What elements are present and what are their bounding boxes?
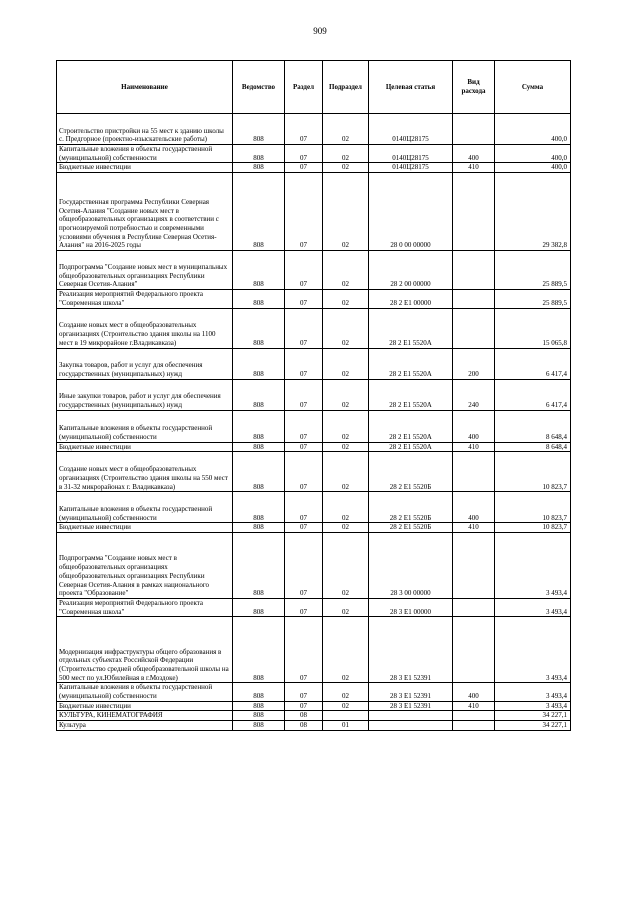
row-subsection: 02 bbox=[323, 442, 369, 452]
row-section: 07 bbox=[285, 683, 323, 701]
row-sum: 8 648,4 bbox=[495, 442, 571, 452]
row-department: 808 bbox=[233, 114, 285, 145]
row-name: Бюджетные инвестиции bbox=[57, 442, 233, 452]
table-row bbox=[57, 598, 571, 616]
row-department: 808 bbox=[233, 492, 285, 523]
row-sum: 10 823,7 bbox=[495, 492, 571, 523]
row-target-article: 28 3 E1 00000 bbox=[369, 598, 453, 616]
row-sum: 10 823,7 bbox=[495, 523, 571, 533]
row-target-article bbox=[369, 711, 453, 721]
row-target-article: 0140Ц28175 bbox=[369, 114, 453, 145]
row-name: Капитальные вложения в объекты государственной (муниципальной) собственности bbox=[57, 145, 233, 163]
row-department: 808 bbox=[233, 598, 285, 616]
row-department: 808 bbox=[233, 290, 285, 308]
table-row bbox=[57, 532, 571, 598]
table-row bbox=[57, 683, 571, 701]
row-expense-type bbox=[453, 114, 495, 145]
header-sum: Сумма bbox=[495, 61, 571, 114]
row-department: 808 bbox=[233, 617, 285, 683]
header-department: Ведомство bbox=[233, 61, 285, 114]
table-row bbox=[57, 290, 571, 308]
row-name: Строительство пристройки на 55 мест к зданию школы с. Предгорное (проектно-изыскательские работы) bbox=[57, 114, 233, 145]
table-row bbox=[57, 163, 571, 173]
row-target-article: 0140Ц28175 bbox=[369, 163, 453, 173]
row-section: 07 bbox=[285, 523, 323, 533]
row-expense-type bbox=[453, 452, 495, 492]
row-section: 08 bbox=[285, 711, 323, 721]
header-target-article: Целевая статья bbox=[369, 61, 453, 114]
header-name: Наименование bbox=[57, 61, 233, 114]
table-row bbox=[57, 379, 571, 410]
table-row bbox=[57, 492, 571, 523]
row-name: Реализация мероприятий Федерального проекта "Современная школа" bbox=[57, 598, 233, 616]
row-section: 07 bbox=[285, 173, 323, 251]
row-subsection bbox=[323, 711, 369, 721]
row-target-article: 28 2 00 00000 bbox=[369, 251, 453, 290]
row-expense-type: 400 bbox=[453, 145, 495, 163]
row-expense-type bbox=[453, 598, 495, 616]
row-expense-type: 410 bbox=[453, 442, 495, 452]
row-sum: 3 493,4 bbox=[495, 598, 571, 616]
row-name: Бюджетные инвестиции bbox=[57, 163, 233, 173]
row-subsection: 02 bbox=[323, 173, 369, 251]
row-expense-type bbox=[453, 711, 495, 721]
row-target-article: 28 3 E1 52391 bbox=[369, 617, 453, 683]
row-subsection: 02 bbox=[323, 452, 369, 492]
row-expense-type: 400 bbox=[453, 683, 495, 701]
row-section: 08 bbox=[285, 721, 323, 731]
row-department: 808 bbox=[233, 683, 285, 701]
row-sum: 25 889,5 bbox=[495, 290, 571, 308]
row-subsection: 02 bbox=[323, 348, 369, 379]
row-target-article: 28 2 E1 5520Б bbox=[369, 452, 453, 492]
table-row bbox=[57, 410, 571, 442]
row-name: Капитальные вложения в объекты государственной (муниципальной) собственности bbox=[57, 683, 233, 701]
table-row bbox=[57, 452, 571, 492]
row-section: 07 bbox=[285, 701, 323, 711]
table-row bbox=[57, 114, 571, 145]
row-sum: 6 417,4 bbox=[495, 348, 571, 379]
header-expense-type: Вид расхода bbox=[453, 61, 495, 114]
row-target-article: 28 3 E1 52391 bbox=[369, 683, 453, 701]
row-subsection: 02 bbox=[323, 114, 369, 145]
table-row bbox=[57, 251, 571, 290]
row-section: 07 bbox=[285, 114, 323, 145]
row-subsection: 02 bbox=[323, 532, 369, 598]
row-department: 808 bbox=[233, 163, 285, 173]
row-subsection: 02 bbox=[323, 163, 369, 173]
row-expense-type bbox=[453, 173, 495, 251]
row-department: 808 bbox=[233, 523, 285, 533]
row-target-article: 28 2 E1 5520А bbox=[369, 379, 453, 410]
row-expense-type: 410 bbox=[453, 701, 495, 711]
page-number: 909 bbox=[313, 26, 327, 36]
row-department: 808 bbox=[233, 348, 285, 379]
row-section: 07 bbox=[285, 617, 323, 683]
row-expense-type bbox=[453, 308, 495, 348]
row-sum: 3 493,4 bbox=[495, 617, 571, 683]
row-name: Государственная программа Республики Северная Осетия-Алания "Создание новых мест в общеобразовательных организациях в соответствии с прогнозируемой потребностью и современными условиями обучения в Республике Северная Осетия-Алания" на 2016-2025 годы bbox=[57, 173, 233, 251]
row-subsection: 02 bbox=[323, 492, 369, 523]
row-name: Модернизация инфраструктуры общего образования в отдельных субъектах Российской Федерации (Строительство средней общеобразовательной школы на 500 мест по ул.Юбилейная в г.Моздоке) bbox=[57, 617, 233, 683]
row-sum: 34 227,1 bbox=[495, 721, 571, 731]
row-subsection: 02 bbox=[323, 523, 369, 533]
row-department: 808 bbox=[233, 308, 285, 348]
row-section: 07 bbox=[285, 348, 323, 379]
row-expense-type bbox=[453, 721, 495, 731]
table-row bbox=[57, 348, 571, 379]
row-name: Культура bbox=[57, 721, 233, 731]
row-department: 808 bbox=[233, 173, 285, 251]
table-row bbox=[57, 701, 571, 711]
table-row bbox=[57, 721, 571, 731]
row-expense-type bbox=[453, 251, 495, 290]
row-target-article: 28 2 E1 5520А bbox=[369, 410, 453, 442]
row-sum: 400,0 bbox=[495, 114, 571, 145]
row-expense-type: 410 bbox=[453, 163, 495, 173]
header-section: Раздел bbox=[285, 61, 323, 114]
header-subsection: Подраздел bbox=[323, 61, 369, 114]
row-target-article: 0140Ц28175 bbox=[369, 145, 453, 163]
row-section: 07 bbox=[285, 410, 323, 442]
row-target-article: 28 2 E1 5520А bbox=[369, 308, 453, 348]
row-name: Капитальные вложения в объекты государственной (муниципальной) собственности bbox=[57, 410, 233, 442]
row-name: Реализация мероприятий Федерального проекта "Современная школа" bbox=[57, 290, 233, 308]
row-subsection: 02 bbox=[323, 251, 369, 290]
row-target-article: 28 2 E1 5520Б bbox=[369, 492, 453, 523]
row-expense-type: 410 bbox=[453, 523, 495, 533]
row-section: 07 bbox=[285, 442, 323, 452]
row-section: 07 bbox=[285, 251, 323, 290]
row-section: 07 bbox=[285, 145, 323, 163]
row-subsection: 02 bbox=[323, 410, 369, 442]
row-department: 808 bbox=[233, 532, 285, 598]
row-target-article: 28 2 E1 5520А bbox=[369, 348, 453, 379]
row-name: Создание новых мест в общеобразовательных организациях (Строительство здания школы на 1100 мест в 19 микрорайоне г.Владикавказа) bbox=[57, 308, 233, 348]
row-sum: 3 493,4 bbox=[495, 701, 571, 711]
row-sum: 10 823,7 bbox=[495, 452, 571, 492]
table-row bbox=[57, 173, 571, 251]
row-section: 07 bbox=[285, 598, 323, 616]
row-name: Закупка товаров, работ и услуг для обеспечения государственных (муниципальных) нужд bbox=[57, 348, 233, 379]
row-department: 808 bbox=[233, 721, 285, 731]
row-subsection: 02 bbox=[323, 617, 369, 683]
row-sum: 15 065,8 bbox=[495, 308, 571, 348]
row-sum: 3 493,4 bbox=[495, 532, 571, 598]
table-row bbox=[57, 145, 571, 163]
row-expense-type: 400 bbox=[453, 410, 495, 442]
row-department: 808 bbox=[233, 379, 285, 410]
table-header-row bbox=[57, 61, 571, 114]
row-section: 07 bbox=[285, 308, 323, 348]
table-row bbox=[57, 442, 571, 452]
row-subsection: 02 bbox=[323, 683, 369, 701]
row-section: 07 bbox=[285, 163, 323, 173]
row-expense-type: 400 bbox=[453, 492, 495, 523]
row-department: 808 bbox=[233, 410, 285, 442]
row-subsection: 02 bbox=[323, 145, 369, 163]
row-name: Подпрограмма "Создание новых мест в общеобразовательных организациях общеобразовательных организациях Республики Северная Осетия-Алания в рамках национального проекта "Образование" bbox=[57, 532, 233, 598]
row-target-article: 28 3 00 00000 bbox=[369, 532, 453, 598]
row-expense-type bbox=[453, 617, 495, 683]
row-name: Бюджетные инвестиции bbox=[57, 523, 233, 533]
row-subsection: 02 bbox=[323, 598, 369, 616]
row-department: 808 bbox=[233, 711, 285, 721]
row-section: 07 bbox=[285, 290, 323, 308]
row-name: Иные закупки товаров, работ и услуг для обеспечения государственных (муниципальных) нужд bbox=[57, 379, 233, 410]
row-target-article: 28 0 00 00000 bbox=[369, 173, 453, 251]
row-sum: 29 382,8 bbox=[495, 173, 571, 251]
row-subsection: 02 bbox=[323, 379, 369, 410]
row-section: 07 bbox=[285, 492, 323, 523]
row-expense-type bbox=[453, 532, 495, 598]
row-section: 07 bbox=[285, 452, 323, 492]
row-section: 07 bbox=[285, 532, 323, 598]
table-row bbox=[57, 308, 571, 348]
row-expense-type: 240 bbox=[453, 379, 495, 410]
row-section: 07 bbox=[285, 379, 323, 410]
row-target-article bbox=[369, 721, 453, 731]
table-row bbox=[57, 617, 571, 683]
row-sum: 3 493,4 bbox=[495, 683, 571, 701]
row-target-article: 28 3 E1 52391 bbox=[369, 701, 453, 711]
table-body bbox=[57, 114, 571, 731]
row-sum: 8 648,4 bbox=[495, 410, 571, 442]
row-name: Подпрограмма "Создание новых мест в муниципальных общеобразовательных организациях Республики Северная Осетия-Алания" bbox=[57, 251, 233, 290]
row-target-article: 28 2 E1 5520Б bbox=[369, 523, 453, 533]
row-subsection: 01 bbox=[323, 721, 369, 731]
row-expense-type bbox=[453, 290, 495, 308]
row-department: 808 bbox=[233, 145, 285, 163]
row-subsection: 02 bbox=[323, 308, 369, 348]
row-department: 808 bbox=[233, 701, 285, 711]
row-department: 808 bbox=[233, 442, 285, 452]
row-subsection: 02 bbox=[323, 290, 369, 308]
table-row bbox=[57, 711, 571, 721]
row-sum: 6 417,4 bbox=[495, 379, 571, 410]
row-name: Создание новых мест в общеобразовательных организациях (Строительство здания школы на 550 мест в 31-32 микрорайонах г. Владикавказа) bbox=[57, 452, 233, 492]
row-department: 808 bbox=[233, 452, 285, 492]
row-expense-type: 200 bbox=[453, 348, 495, 379]
row-sum: 400,0 bbox=[495, 163, 571, 173]
row-sum: 34 227,1 bbox=[495, 711, 571, 721]
row-department: 808 bbox=[233, 251, 285, 290]
row-sum: 400,0 bbox=[495, 145, 571, 163]
row-target-article: 28 2 E1 5520А bbox=[369, 442, 453, 452]
row-name: КУЛЬТУРА, КИНЕМАТОГРАФИЯ bbox=[57, 711, 233, 721]
row-subsection: 02 bbox=[323, 701, 369, 711]
row-name: Бюджетные инвестиции bbox=[57, 701, 233, 711]
budget-table bbox=[56, 60, 571, 731]
table-row bbox=[57, 523, 571, 533]
row-target-article: 28 2 E1 00000 bbox=[369, 290, 453, 308]
row-sum: 25 889,5 bbox=[495, 251, 571, 290]
row-name: Капитальные вложения в объекты государственной (муниципальной) собственности bbox=[57, 492, 233, 523]
